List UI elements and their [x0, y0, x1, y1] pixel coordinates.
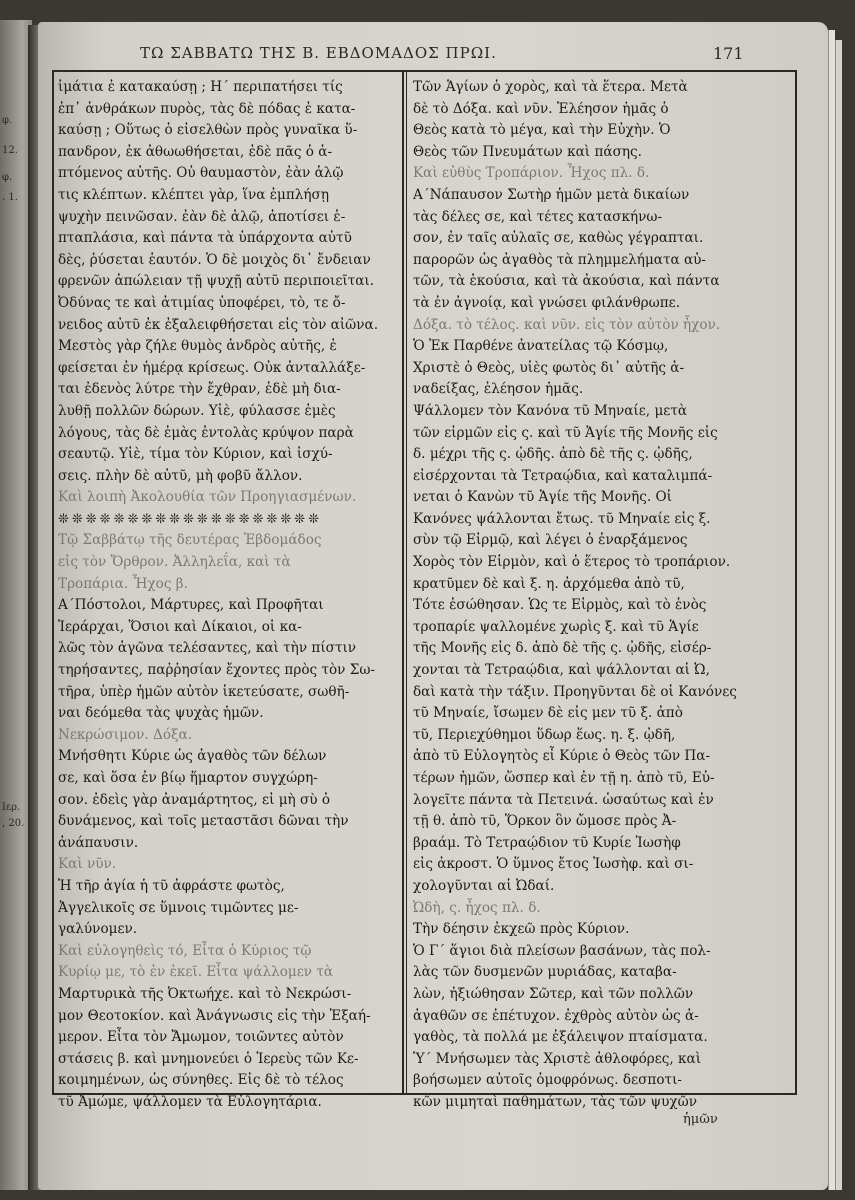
text-line: Ἀγγελικοῖς σε ὕμνοις τιμῶντες με- — [58, 899, 299, 916]
text-line: μον Θεοτοκίον. καὶ Ἀνάγνωσις εἰς τὴν Ἑξαή- — [58, 1007, 371, 1024]
text-line: λογεῖτε πάντα τὰ Πετεινά. ὡσαύτως καὶ ἐν — [413, 791, 714, 808]
text-line: τὰ ἐν ἀγνοίᾳ, καὶ γνώσει φιλάνθρωπε. — [413, 294, 681, 311]
text-line: Τῷ Σαββάτῳ τῆς δευτέρας Ἑβδομάδος — [58, 532, 322, 549]
text-line: δὲ τὸ Δόξα. καὶ νῦν. Ἐλέησον ἡμᾶς ὁ — [413, 100, 669, 117]
page-number: 171 — [713, 44, 744, 63]
text-line: Καὶ νῦν. — [58, 856, 117, 873]
page-edge — [828, 30, 835, 1190]
text-line: λόγους, τὰς δὲ ἐμὰς ἐντολὰς κρύψον παρὰ — [58, 424, 354, 441]
left-border — [52, 70, 54, 1095]
text-line: ἀπὸ τῦ Εὐλογητὸς εἶ Κύριε ὁ Θεὸς τῶν Πα- — [413, 748, 711, 765]
text-line: τῆρα, ὑπὲρ ἡμῶν αὐτὸν ἱκετεύσατε, σωθῆ- — [58, 683, 350, 700]
text-line: λυθῇ πολλῶν δώρων. Υἱὲ, φύλασσε ἐμὲς — [58, 402, 336, 419]
text-line: Μνήσθητι Κύριε ὡς ἀγαθὸς τῶν δέλων — [58, 748, 327, 765]
text-line: Μεστὸς γὰρ ζήλε θυμὸς ἀνδρὸς αὐτῆς, ἐ — [58, 338, 337, 355]
text-line: τῇ θ. ἀπὸ τῦ, Ὅρκον ὃν ὤμοσε πρὸς Ἀ- — [413, 813, 677, 830]
text-line: ἐπ᾿ ἀνθράκων πυρὸς, τὰς δὲ πόδας ἐ κατα- — [58, 100, 356, 117]
text-line: εἰσέρχονται τὰ Τετραῴδια, καὶ καταλιμπά- — [413, 467, 713, 484]
text-line: κρατῦμεν δὲ καὶ ξ. η. ἀρχόμεθα ἀπὸ τῦ, — [413, 575, 685, 592]
column-divider-inner — [406, 70, 407, 1095]
text-line: καύσῃ ; Οὕτως ὁ εἰσελθὼν πρὸς γυναῖκα ὕ- — [58, 122, 358, 139]
text-line: λὼν, ἠξιώθησαν Σῶτερ, καὶ τῶν πολλῶν — [413, 985, 694, 1002]
text-line: χολογῦνται αἱ Ὠδαί. — [413, 877, 555, 894]
running-header: ΤΩ ΣΑΒΒΑΤΩ ΤΗΣ Β. ΕΒΔΟΜΑΔΟΣ ΠΡΩΙ. — [140, 44, 497, 62]
text-line: ἱμάτια ἐ κατακαύσῃ ; Η΄ περιπατήσει τίς — [58, 79, 343, 95]
text-line: τῆς Μονῆς εἰς δ. ἀπὸ δὲ τῆς ς. ᾠδῆς, εἰσέρ- — [413, 640, 712, 657]
left-column — [58, 77, 396, 1114]
text-line: Θεὸς τῶν Πνευμάτων καὶ πάσης. — [413, 143, 642, 160]
text-line: τῶν εἱρμῶν εἰς ς. καὶ τῦ Ἁγίε τῆς Μονῆς εἰς — [413, 424, 718, 441]
text-line: κοιμημένων, ὡς σύνηθες. Εἰς δὲ τὸ τέλος — [58, 1072, 344, 1089]
text-line: Τροπάρια. Ἦχος β. — [58, 575, 188, 592]
text-line: σεαυτῷ. Υἱὲ, τίμα τὸν Κύριον, καὶ ἰσχύ- — [58, 446, 333, 463]
text-line: βοήσωμεν αὐτοῖς ὁμοφρόνως. δεσποτι- — [413, 1072, 682, 1089]
text-line: σον. ἐδεὶς γὰρ ἀναμάρτητος, εἰ μὴ σὺ ὁ — [58, 791, 331, 808]
text-line: Χριστὲ ὁ Θεὸς, υἱὲς φωτὸς δι᾿ αὐτῆς ἀ- — [413, 359, 685, 376]
text-line: σὺν τῷ Εἱρμῷ, καὶ λέγει ὁ ἐναρξάμενος — [413, 532, 688, 549]
right-border — [795, 70, 797, 1095]
text-line: τῦ Μηναίε, ἴσωμεν δὲ εἰς μεν τῦ ξ. ἀπὸ — [413, 705, 683, 722]
margin-fragment: φ. — [2, 172, 13, 183]
text-line: Ὀδύνας τε καὶ ἀτιμίας ὑποφέρει, τὸ, τε ὄ- — [58, 294, 346, 311]
text-line: Ἡ τῆρ ἁγία ἡ τῦ ἀφράστε φωτὸς, — [58, 877, 285, 894]
text-line: τις κλέπτων. κλέπτει γὰρ, ἵνα ἐμπλήσῃ — [58, 186, 329, 203]
text-line: Θεὸς κατὰ τὸ μέγα, καὶ τὴν Εὐχὴν. Ὁ — [413, 122, 671, 139]
margin-fragment: . 1. — [2, 192, 18, 203]
text-line: σον, ἐν ταῖς αὐλαῖς σε, καθὼς γέγραπται. — [413, 230, 704, 247]
text-line: Χορὸς τὸν Εἱρμὸν, καὶ ὁ ἕτερος τὸ τροπάριον. — [413, 554, 731, 571]
text-line: πτόμενος αὐτῆς. Οὐ θαυμαστὸν, ἐὰν ἁλῷ — [58, 165, 344, 182]
column-divider — [402, 70, 404, 1095]
text-line: Ἱεράρχαι, Ὅσιοι καὶ Δίκαιοι, οἱ κα- — [58, 618, 302, 635]
text-line: Κυρίῳ με, τὸ ἐν ἐκεῖ. Εἶτα ψάλλομεν τὰ — [58, 964, 334, 981]
margin-fragment: φ. — [2, 115, 13, 126]
page-edge — [835, 40, 842, 1190]
text-line: φρενῶν ἀπώλειαν τῇ ψυχῇ αὐτῦ περιποιεῖται. — [58, 273, 375, 290]
text-line: Τότε ἐσώθησαν. Ὡς τε Εἱρμὸς, καὶ τὸ ἑνὸς — [413, 597, 707, 614]
text-line: Κανόνες ψάλλονται ἔτως. τῦ Μηναίε εἰς ξ. — [413, 510, 711, 527]
text-line: τῦ Ἀμώμε, ψάλλομεν τὰ Εὐλογητάρια. — [58, 1093, 322, 1110]
text-line: ται ἐδενὸς λύτρε τὴν ἔχθραν, ἐδὲ μὴ δια- — [58, 381, 341, 398]
text-line: νεται ὁ Κανὼν τῦ Ἁγίε τῆς Μονῆς. Οἱ — [413, 489, 673, 506]
text-line: ψυχὴν πεινῶσαν. ἐὰν δὲ ἁλῷ, ἀποτίσει ἑ- — [58, 208, 346, 225]
text-line: παρορῶν ὡς ἀγαθὸς τὰ πλημμελήματα αὐ- — [413, 251, 707, 268]
text-line: τῶν, τὰ ἑκούσια, καὶ τὰ ἀκούσια, καὶ πάντα — [413, 273, 720, 290]
text-line: τῦ, Περιεχύθημοι ὕδωρ ἕως. η. ξ. ᾠδῆ, — [413, 726, 676, 743]
text-line: Τῶν Ἁγίων ὁ χορὸς, καὶ τὰ ἕτερα. Μετὰ — [413, 79, 688, 95]
text-line: δαὶ κατὰ τὴν τάξιν. Προηγῦνται δὲ οἱ Κανόνες — [413, 683, 737, 700]
margin-fragment: , 20. — [2, 818, 25, 829]
text-line: Α΄Πόστολοι, Μάρτυρες, καὶ Προφῆται — [58, 597, 324, 614]
text-line: Καὶ εὐθὺς Τροπάριον. Ἦχος πλ. δ. — [413, 165, 650, 182]
text-line: λῶς τὸν ἀγῶνα τελέσαντες, καὶ τὴν πίστιν — [58, 640, 357, 657]
text-line: Ὑ΄ Μνήσωμεν τὰς Χριστὲ ἀθλοφόρες, καὶ — [413, 1050, 702, 1067]
margin-fragment: Ιερ. — [2, 802, 21, 813]
text-line: Α΄Νάπαυσον Σωτὴρ ἡμῶν μετὰ δικαίων — [413, 186, 690, 203]
text-line: τηρήσαντες, παῤῥησίαν ἔχοντες πρὸς τὸν Σω- — [58, 662, 376, 679]
text-line: Ὁ Ἐκ Παρθένε ἀνατείλας τῷ Κόσμῳ, — [413, 338, 669, 355]
text-line: ναι δεόμεθα τὰς ψυχὰς ἡμῶν. — [58, 705, 264, 722]
text-line: μερον. Εἶτα τὸν Ἄμωμον, τοιῶντες αὐτὸν — [58, 1029, 344, 1046]
text-line: δ. μέχρι τῆς ς. ᾠδῆς. ἀπὸ δὲ τῆς ς. ᾠδῆς, — [413, 446, 693, 463]
text-line: Καὶ εὐλογηθεὶς τό, Εἶτα ὁ Κύριος τῷ — [58, 942, 312, 959]
text-line: φείσεται ἐν ἡμέρᾳ κρίσεως. Οὐκ ἀνταλλάξε- — [58, 359, 366, 376]
text-line: σε, καὶ ὅσα ἐν βίῳ ἥμαρτον συγχώρη- — [58, 770, 318, 786]
text-line: Μαρτυρικὰ τῆς Ὀκτωήχε. καὶ τὸ Νεκρώσι- — [58, 985, 352, 1002]
text-line: ναδείξας, ἐλέησον ἡμᾶς. — [413, 381, 584, 398]
text-line: Ὠδὴ, ς. ἦχος πλ. δ. — [413, 899, 541, 916]
text-line: νειδος αὐτῦ ἐκ ἐξαλειφθήσεται εἰς τὸν αἰῶνα. — [58, 316, 379, 333]
catchword: ἡμῶν — [683, 1112, 718, 1127]
text-line: γαθὸς, τὰ πολλά με ἐξάλειψον πταίσματα. — [413, 1029, 708, 1046]
text-line: εἰς ἀκροστ. Ὁ ὕμνος ἔτος Ἰωσὴφ. καὶ σι- — [413, 856, 694, 873]
text-line: Καὶ λοιπὴ Ἀκολουθία τῶν Προηγιασμένων. — [58, 489, 357, 506]
top-rule — [52, 70, 797, 72]
text-line: Τὴν δέησιν ἐκχεῶ πρὸς Κύριον. — [413, 921, 630, 938]
text-line: δυνάμενος, καὶ τοῖς μεταστᾶσι δῶναι τὴν — [58, 813, 349, 830]
text-line: βραάμ. Τὸ Τετραῴδιον τῦ Κυρίε Ἰωσὴφ — [413, 834, 681, 851]
text-line: στάσεις β. καὶ μνημονεύει ὁ Ἱερεὺς τῶν Κε- — [58, 1050, 359, 1067]
text-line: Νεκρώσιμον. Δόξα. — [58, 726, 193, 743]
text-line: Ψάλλομεν τὸν Κανόνα τῦ Μηναίε, μετὰ — [413, 402, 688, 419]
text-line: ἀγαθῶν σε ἐπέτυχον. ἐχθρὸς αὐτὸν ὡς ἀ- — [413, 1007, 699, 1024]
text-line: δὲς, ῥύσεται ἑαυτόν. Ὁ δὲ μοιχὸς δι᾿ ἔνδειαν — [58, 251, 371, 268]
text-line: Ὁ Γ΄ ἅγιοι διὰ πλείσων βασάνων, τὰς πολ- — [413, 942, 711, 959]
text-line: γαλύνομεν. — [58, 921, 138, 938]
text-line: σεις. πλὴν δὲ αὐτῦ, μὴ φοβῦ ἄλλον. — [58, 467, 303, 484]
text-line: πταπλάσια, καὶ πάντα τὰ ὑπάρχοντα αὐτῦ — [58, 230, 352, 247]
text-line: ἀνάπαυσιν. — [58, 834, 139, 851]
text-line: πανδρον, ἐκ ἀθωωθήσεται, ἐδὲ πᾶς ὁ ἁ- — [58, 143, 333, 160]
text-line: εἰς τὸν Ὄρθρον. Ἀλληλεΐα, καὶ τὰ — [58, 554, 291, 571]
right-column — [413, 77, 791, 1114]
text-line: χονται τὰ Τετραῴδια, καὶ ψάλλονται αἱ Ὠ, — [413, 662, 710, 679]
text-line: τροπαρίε ψαλλομένε χωρὶς ξ. καὶ τῦ Ἁγίε — [413, 618, 699, 635]
text-line: ❊❊❊❊❊❊❊❊❊❊❊❊❊❊❊❊❊❊❊ — [58, 511, 322, 527]
margin-fragment: 12. — [2, 145, 18, 156]
text-line: Δόξα. τὸ τέλος. καὶ νῦν. εἰς τὸν αὐτὸν ἦχον. — [413, 316, 721, 333]
text-line: τὰς δέλες σε, καὶ τέτες κατασκήνω- — [413, 208, 663, 225]
text-line: κῶν μιμηταὶ παθημάτων, τὰς τῶν ψυχῶν — [413, 1093, 697, 1110]
text-line: λὰς τῶν δυσμενῶν μυριάδας, καταβα- — [413, 964, 677, 981]
text-line: τέρων ἡμῶν, ὥσπερ καὶ ἐν τῇ η. ἀπὸ τῦ, Εὐ- — [413, 770, 715, 786]
